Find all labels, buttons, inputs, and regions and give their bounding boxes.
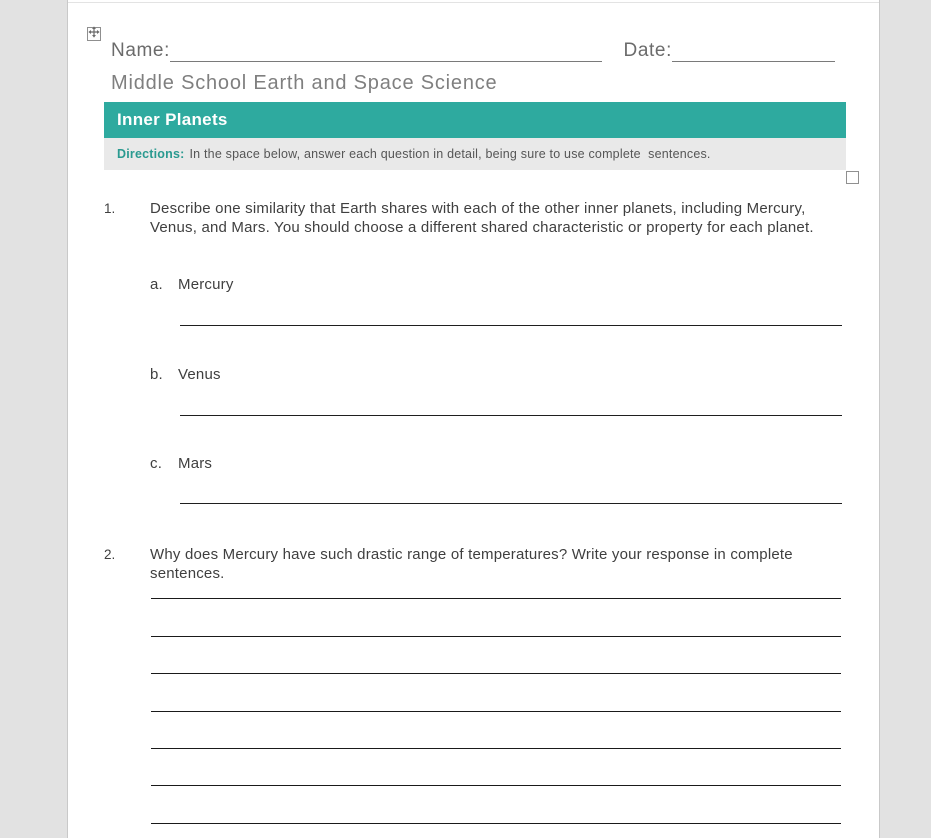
answer-line-venus[interactable]: [180, 415, 842, 416]
answer-line[interactable]: [151, 749, 841, 786]
answer-line[interactable]: [151, 712, 841, 749]
subitem-letter: b.: [150, 366, 163, 383]
question-1-text: Describe one similarity that Earth shares with each of the other inner planets, including Mercury, Venus, and Mars. You should choose a different shared characteristic or property for each planet.: [150, 200, 814, 237]
worksheet-title-banner: [104, 102, 846, 138]
directions-text: In the space below, answer each question in detail, being sure to use complete sentences.: [189, 147, 711, 161]
move-handle-icon: [88, 25, 100, 43]
subitem-letter: c.: [150, 455, 163, 472]
question-2-text: Why does Mercury have such drastic range of temperatures? Write your response in complete sentences.: [150, 546, 793, 583]
subitem-label: Venus: [178, 366, 221, 383]
subitem-mercury: [150, 276, 234, 293]
move-handle[interactable]: [87, 27, 101, 41]
q2-answer-lines: [151, 562, 841, 824]
directions-label: Directions:: [117, 147, 185, 161]
answer-line-mars[interactable]: [180, 503, 842, 504]
resize-handle-square[interactable]: [846, 171, 859, 184]
question-1-number: 1.: [104, 201, 116, 216]
name-label: Name:: [111, 40, 170, 61]
subitem-mars: [150, 455, 212, 472]
worksheet-title: Inner Planets: [117, 110, 228, 129]
document-page: [67, 0, 880, 838]
answer-line-mercury[interactable]: [180, 325, 842, 326]
name-fill-in-line[interactable]: [170, 41, 602, 62]
answer-line[interactable]: [151, 637, 841, 674]
answer-line[interactable]: [151, 786, 841, 823]
course-title: Middle School Earth and Space Science: [111, 72, 498, 94]
question-2-number: 2.: [104, 547, 116, 562]
date-label: Date:: [623, 40, 672, 61]
subitem-letter: a.: [150, 276, 163, 293]
answer-line[interactable]: [151, 674, 841, 711]
directions-bar: [104, 138, 846, 170]
subitem-label: Mercury: [178, 276, 234, 293]
subitem-venus: [150, 366, 221, 383]
answer-line[interactable]: [151, 599, 841, 636]
subitem-label: Mars: [178, 455, 213, 472]
date-fill-in-line[interactable]: [672, 41, 835, 62]
name-date-row: [111, 40, 835, 62]
answer-line[interactable]: [151, 562, 841, 599]
